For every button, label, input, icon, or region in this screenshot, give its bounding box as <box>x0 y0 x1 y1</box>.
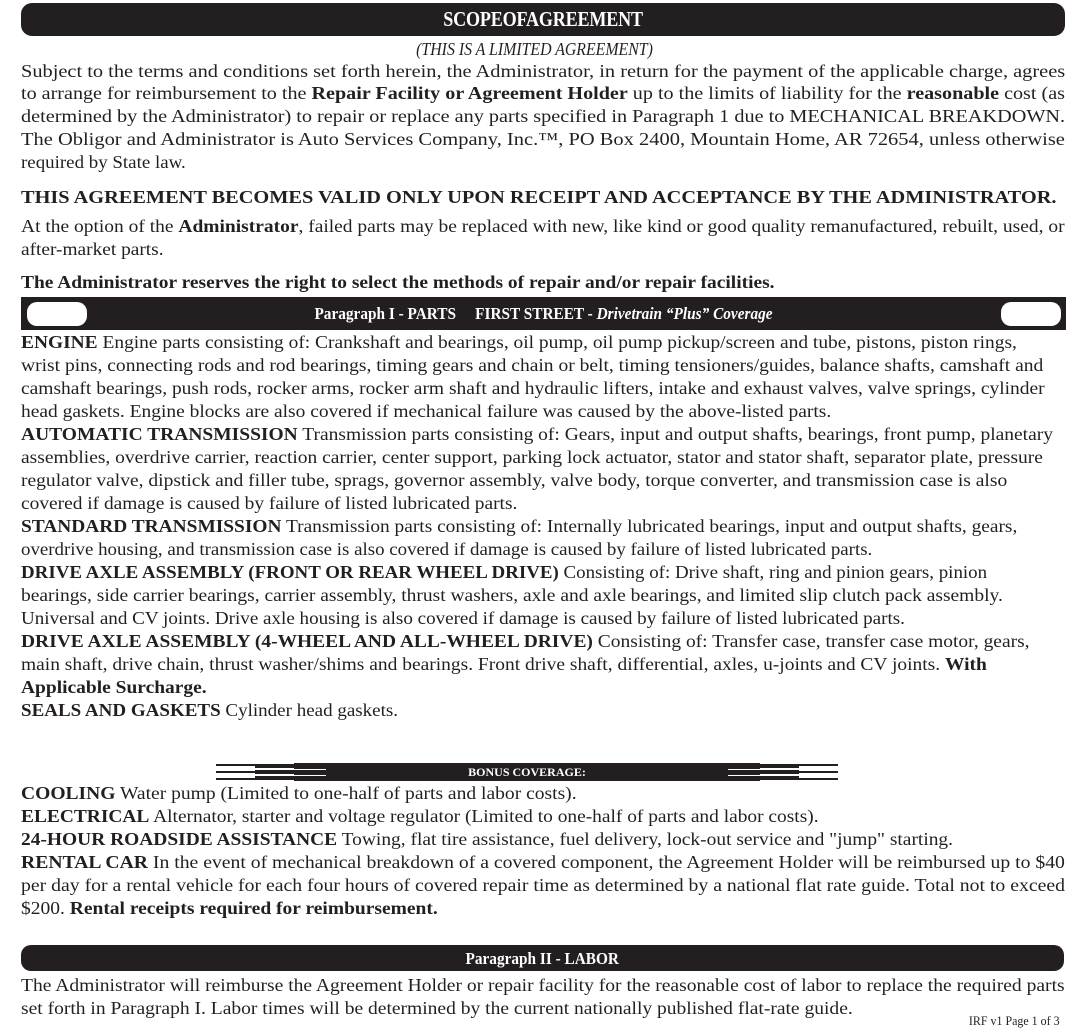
paragraph-2-heading: Paragraph II - LABOR <box>465 949 620 968</box>
section-line: COOLING Water pump (Limited to one-half of parts and labor costs). <box>21 783 577 803</box>
plan-coverage: Drivetrain “Plus” Coverage <box>596 304 773 323</box>
section-line: bearings, side carrier bearings, carrier assembly, thrust washers, axle and axle bearings, and limited slip clutch pack assembly. <box>21 585 1003 605</box>
section-label: SEALS AND GASKETS <box>21 700 221 720</box>
document-title: SCOPEOFAGREEMENT <box>443 7 643 31</box>
section-line: $200. Rental receipts required for reimbursement. <box>21 898 438 918</box>
banner-cutout-left <box>27 302 87 326</box>
option-line: after-market parts. <box>21 239 164 259</box>
section-label: DRIVE AXLE ASSEMBLY (4-WHEEL AND ALL-WHEEL DRIVE) <box>21 631 593 651</box>
section-label: ELECTRICAL <box>21 806 150 826</box>
reserve-notice: The Administrator reserves the right to select the methods of repair and/or repair facilities. <box>21 272 775 292</box>
section-line: Applicable Surcharge. <box>21 677 207 697</box>
labor-line: The Administrator will reimburse the Agreement Holder or repair facility for the reasonable cost of labor to replace the required parts <box>21 975 1065 995</box>
section-line: regulator valve, dipstick and filler tube, sprags, governor assembly, valve body, torque converter, and transmission case is also <box>21 470 1008 490</box>
section-label: STANDARD TRANSMISSION <box>21 516 282 536</box>
section-label: AUTOMATIC TRANSMISSION <box>21 424 298 444</box>
banner-cutout-right <box>1001 302 1061 326</box>
section-label: 24-HOUR ROADSIDE ASSISTANCE <box>21 829 338 849</box>
section-line: ELECTRICAL Alternator, starter and voltage regulator (Limited to one-half of parts and labor costs). <box>21 806 819 826</box>
section-line: overdrive housing, and transmission case is also covered if damage is caused by failure of listed lubricated parts. <box>21 539 873 559</box>
intro-line: The Obligor and Administrator is Auto Services Company, Inc.™, PO Box 2400, Mountain Home, AR 72654, unless otherwise <box>21 129 1065 149</box>
section-line: covered if damage is caused by failure of listed lubricated parts. <box>21 493 518 513</box>
section-line: assemblies, overdrive carrier, reaction carrier, center support, parking lock actuator, stator and stator shaft, separator plate, pressure <box>21 447 1043 467</box>
paragraph-1-heading: Paragraph I - PARTS <box>314 304 457 323</box>
section-line: AUTOMATIC TRANSMISSION Transmission parts consisting of: Gears, input and output shafts, bearings, front pump, planetary <box>21 424 1053 444</box>
section-line: DRIVE AXLE ASSEMBLY (4-WHEEL AND ALL-WHEEL DRIVE) Consisting of: Transfer case, transfer case motor, gears, <box>21 631 1030 651</box>
intro-line: to arrange for reimbursement to the Repair Facility or Agreement Holder up to the limits of liability for the reasonable cost (as <box>21 83 1065 103</box>
option-line: At the option of the Administrator, failed parts may be replaced with new, like kind or good quality remanufactured, rebuilt, used, or <box>21 216 1065 236</box>
section-line: per day for a rental vehicle for each four hours of covered repair time as determined by a national flat rate guide. Total not to exceed <box>21 875 1065 895</box>
section-line: RENTAL CAR In the event of mechanical breakdown of a covered component, the Agreement Holder will be reimbursed up to $40 <box>21 852 1065 872</box>
paragraph-1-banner <box>21 297 1066 330</box>
intro-line: required by State law. <box>21 152 186 172</box>
paragraph-2-banner <box>21 945 1064 971</box>
section-label: ENGINE <box>21 332 98 352</box>
section-line: main shaft, drive chain, thrust washer/shims and bearings. Front drive shaft, differential, axles, u-joints and CV joints. With <box>21 654 987 674</box>
intro-line: determined by the Administrator) to repair or replace any parts specified in Paragraph 1 due to MECHANICAL BREAKDOWN. <box>21 106 1066 126</box>
page-footer: IRF v1 Page 1 of 3 <box>969 1013 1060 1028</box>
section-line: Universal and CV joints. Drive axle housing is also covered if damage is caused by failure of listed lubricated parts. <box>21 608 905 628</box>
section-line: STANDARD TRANSMISSION Transmission parts consisting of: Internally lubricated bearings, input and output shafts, gears, <box>21 516 1018 536</box>
validity-notice: THIS AGREEMENT BECOMES VALID ONLY UPON RECEIPT AND ACCEPTANCE BY THE ADMINISTRATOR. <box>21 187 1057 207</box>
bonus-coverage-banner <box>216 763 838 781</box>
limited-agreement-subtitle: (THIS IS A LIMITED AGREEMENT) <box>415 39 653 59</box>
section-label: DRIVE AXLE ASSEMBLY (FRONT OR REAR WHEEL DRIVE) <box>21 562 559 582</box>
section-line: SEALS AND GASKETS Cylinder head gaskets. <box>21 700 399 720</box>
title-banner <box>21 3 1065 36</box>
plan-name: FIRST STREET - <box>475 304 597 323</box>
labor-line: set forth in Paragraph I. Labor times will be determined by the current nationally published flat-rate guide. <box>21 998 853 1018</box>
section-line: head gaskets. Engine blocks are also covered if mechanical failure was caused by the above-listed parts. <box>21 401 832 421</box>
section-line: ENGINE Engine parts consisting of: Crankshaft and bearings, oil pump, oil pump pickup/screen and tube, pistons, piston rings, <box>21 332 1017 352</box>
section-line: camshaft bearings, push rods, rocker arms, rocker arm shaft and hydraulic lifters, intake and exhaust valves, valve springs, cylinder <box>21 378 1045 398</box>
section-label: COOLING <box>21 783 116 803</box>
section-label: RENTAL CAR <box>21 852 149 872</box>
bonus-coverage-heading: BONUS COVERAGE: <box>468 765 586 779</box>
section-line: 24-HOUR ROADSIDE ASSISTANCE Towing, flat tire assistance, fuel delivery, lock-out service and "jump" starting. <box>21 829 954 849</box>
section-line: wrist pins, connecting rods and rod bearings, timing gears and chain or belt, timing tensioners/guides, balance shafts, camshaft and <box>21 355 1044 375</box>
intro-line: Subject to the terms and conditions set forth herein, the Administrator, in return for the payment of the applicable charge, agrees <box>21 61 1066 81</box>
section-line: DRIVE AXLE ASSEMBLY (FRONT OR REAR WHEEL DRIVE) Consisting of: Drive shaft, ring and pinion gears, pinion <box>21 562 988 582</box>
